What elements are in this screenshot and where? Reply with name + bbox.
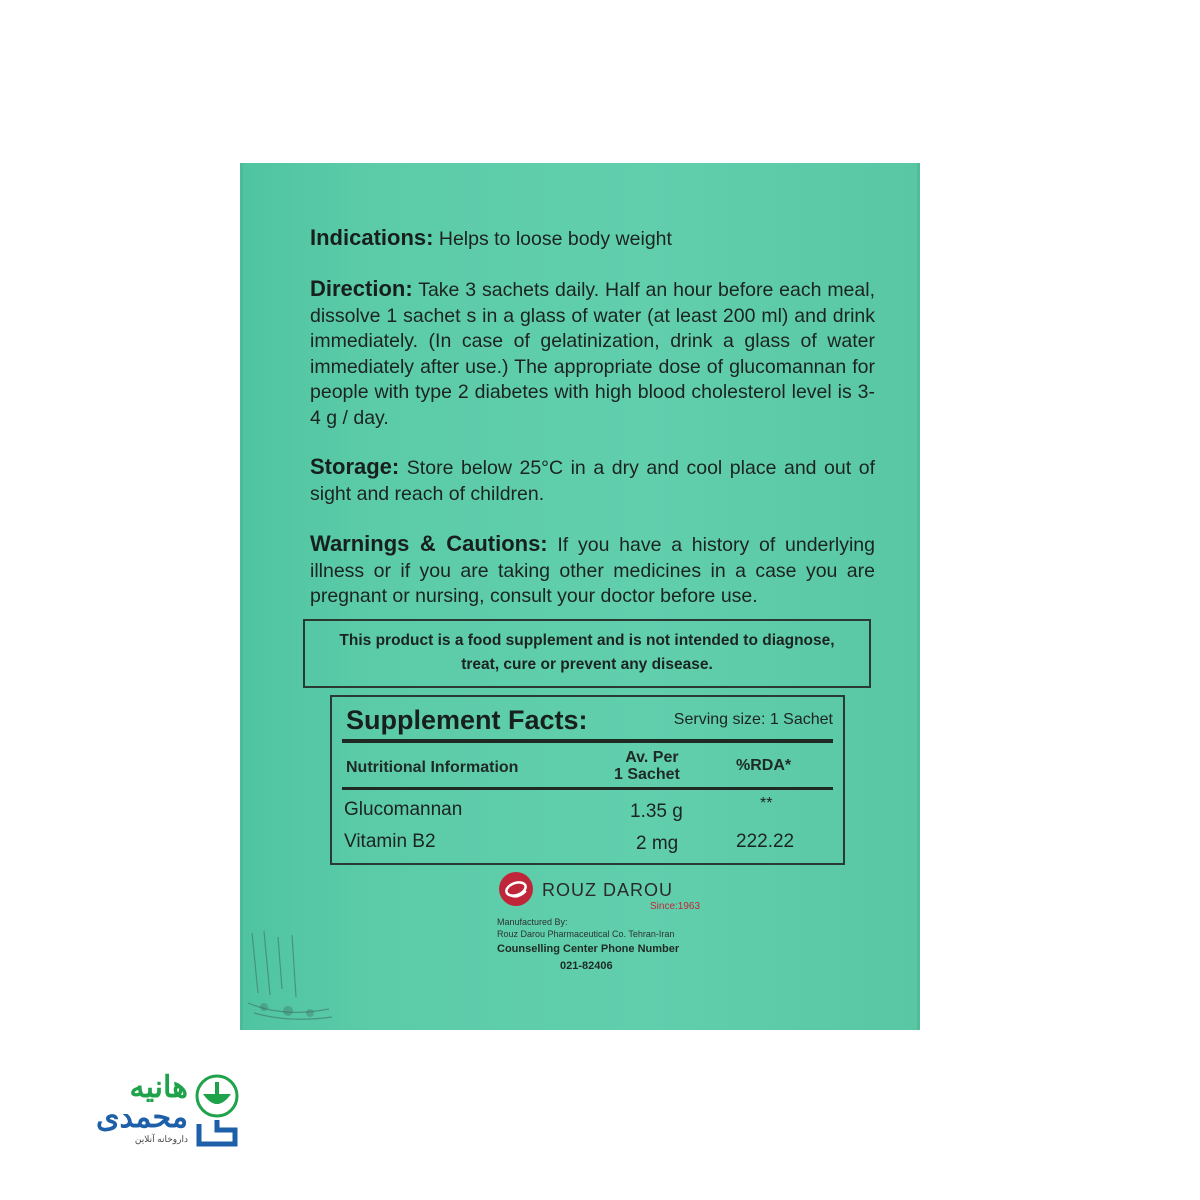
manufactured-by: Manufactured By: bbox=[497, 917, 568, 927]
pharmacy-brand-logo bbox=[58, 1072, 243, 1152]
row-1-amount: 1.35 g bbox=[630, 801, 683, 822]
row-1-name: Glucomannan bbox=[344, 799, 463, 820]
manufacturer-company: Rouz Darou Pharmaceutical Co. Tehran-Iran bbox=[497, 929, 675, 939]
counselling-center: Counselling Center Phone Number bbox=[497, 943, 680, 955]
brand-line-2: محمدی bbox=[95, 1101, 188, 1134]
header-per-sachet-line-2: 1 Sachet bbox=[614, 766, 680, 783]
header-rda: %RDA* bbox=[736, 757, 792, 774]
indications-label: Indications: bbox=[310, 225, 434, 250]
product-box-back bbox=[240, 163, 920, 1030]
warnings-text: If you have a history of underlying illness or if you are taking other medicines in a case you are pregnant or nursing, consult your doctor before use. bbox=[310, 534, 875, 608]
direction-label: Direction: bbox=[310, 276, 413, 301]
storage-label: Storage: bbox=[310, 454, 400, 479]
indications-text: Helps to loose body weight bbox=[433, 228, 672, 250]
notice-line-1: This product is a food supplement and is not intended to diagnose, bbox=[339, 632, 835, 649]
direction-text: Take 3 sachets daily. Half an hour before each meal, dissolve 1 sachet s in a glass of water (at least 200 ml) and drink immediately. (In case of gelatinization, drink a glass of water immediately after use.) The appropriate dose of glucomannan for people with type 2 diabetes with high blood cholesterol level is 3-4 g / day. bbox=[310, 279, 875, 429]
supplement-notice bbox=[303, 619, 871, 688]
facts-mid-rule bbox=[342, 787, 833, 790]
facts-title: Supplement Facts: bbox=[346, 705, 588, 735]
row-2-rda: 222.22 bbox=[736, 831, 795, 852]
rouz-darou-emblem-icon bbox=[498, 871, 534, 907]
header-per-sachet bbox=[614, 749, 680, 783]
maker-name: ROUZ DAROU bbox=[542, 880, 673, 900]
brand-tagline: داروخانه آنلاین bbox=[134, 1134, 188, 1144]
indications-paragraph bbox=[310, 225, 875, 253]
direction-paragraph bbox=[310, 276, 875, 432]
batch-stamp-icon bbox=[244, 923, 334, 1023]
row-1-rda: ** bbox=[760, 795, 773, 812]
header-per-sachet-line-1: Av. Per bbox=[625, 749, 679, 766]
row-2-name: Vitamin B2 bbox=[344, 831, 436, 852]
notice-line-2: treat, cure or prevent any disease. bbox=[461, 656, 713, 673]
warnings-paragraph bbox=[310, 531, 875, 610]
storage-text: Store below 25°C in a dry and cool place and out of sight and reach of children. bbox=[310, 457, 875, 505]
serving-size: Serving size: 1 Sachet bbox=[673, 711, 833, 728]
brand-line-1: هانیه bbox=[129, 1071, 188, 1104]
supplement-facts-table bbox=[330, 695, 845, 865]
row-2-amount: 2 mg bbox=[636, 833, 679, 854]
maker-since: Since:1963 bbox=[650, 901, 701, 912]
warnings-label: Warnings & Cautions: bbox=[310, 531, 548, 556]
facts-thick-rule bbox=[342, 739, 833, 743]
pharmacy-bowl-icon bbox=[193, 1074, 241, 1148]
storage-paragraph bbox=[310, 454, 875, 507]
header-nutritional-information: Nutritional Information bbox=[346, 759, 519, 776]
counselling-phone: 021-82406 bbox=[560, 960, 613, 972]
